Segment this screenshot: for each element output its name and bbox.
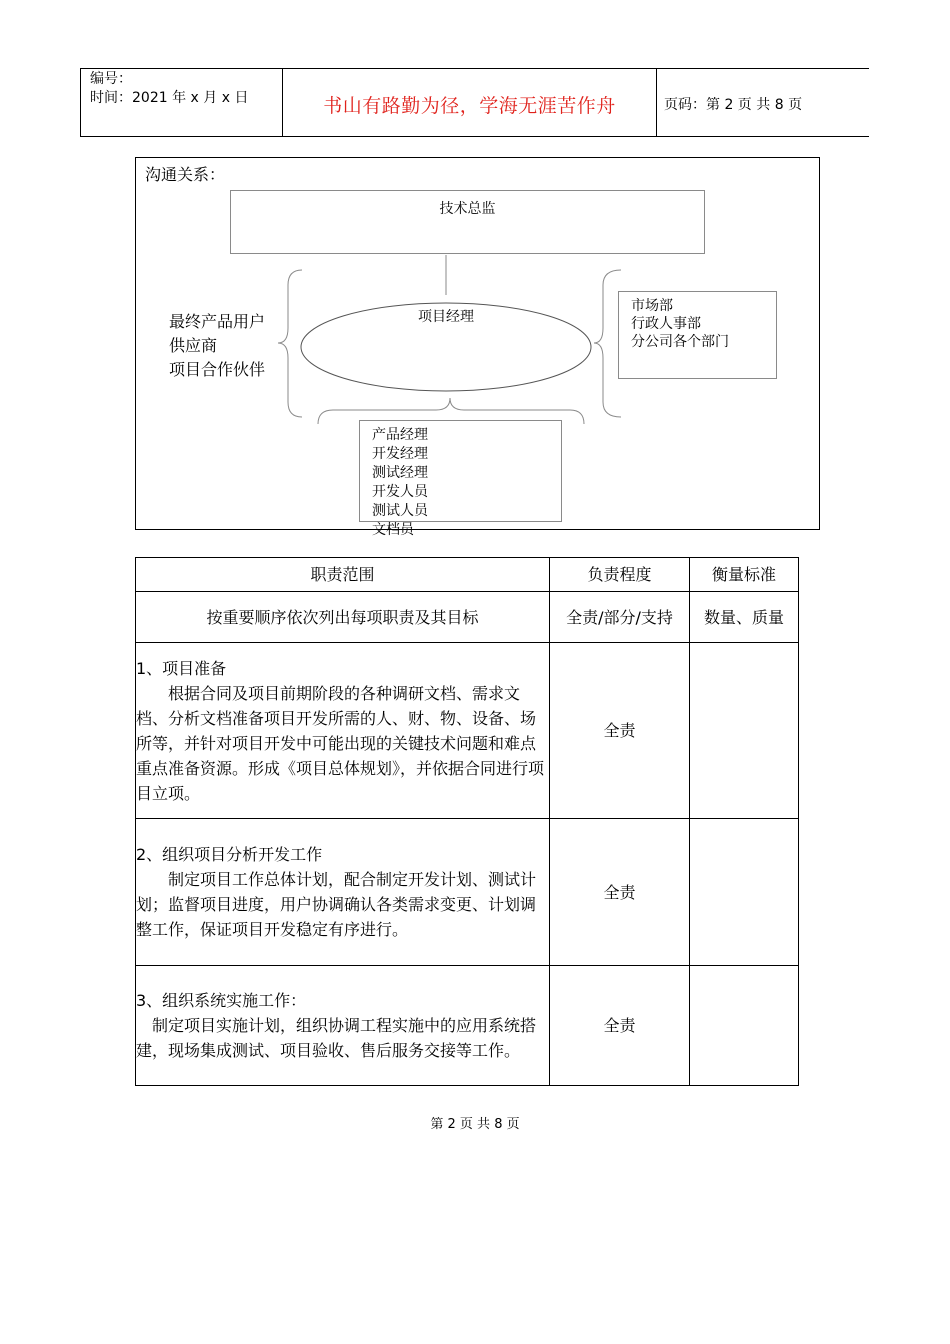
table-header-row bbox=[136, 558, 799, 592]
bottom-line: 产品经理 bbox=[372, 427, 428, 443]
duty-cell bbox=[136, 643, 550, 819]
communication-title: 沟通关系： bbox=[145, 165, 226, 184]
page-info: 页码：第 2 页 共 8 页 bbox=[664, 97, 803, 113]
duty-cell bbox=[136, 966, 550, 1086]
header-cell: 衡量标准 bbox=[690, 558, 799, 592]
header-cell: 负责程度 bbox=[550, 558, 690, 592]
degree-cell: 全责 bbox=[550, 966, 690, 1086]
duty-body: 制定项目工作总体计划，配合制定开发计划、测试计划；监督项目进度，用户协调确认各类需求变更、计划调整工作，保证项目开发稳定有序进行。 bbox=[136, 870, 537, 939]
right-line: 市场部 bbox=[631, 298, 673, 314]
header-cell: 职责范围 bbox=[136, 558, 550, 592]
left-line: 供应商 bbox=[169, 336, 218, 355]
page-header bbox=[80, 68, 869, 137]
duty-body: 根据合同及项目前期阶段的各种调研文档、需求文档、分析文档准备项目开发所需的人、财、物、设备、场所等，并针对项目开发中可能出现的关键技术问题和难点重点准备资源。形成《项目总体规划》，并依据合同进行项目立项。 bbox=[136, 683, 545, 803]
motto: 书山有路勤为径，学海无涯苦作舟 bbox=[323, 95, 616, 117]
center-label: 项目经理 bbox=[418, 309, 474, 325]
bottom-line: 文档员 bbox=[372, 522, 414, 538]
table-row bbox=[136, 966, 799, 1086]
subheader-cell: 全责/部分/支持 bbox=[550, 592, 690, 643]
right-box bbox=[618, 291, 777, 379]
header-motto-cell bbox=[282, 69, 657, 136]
standard-cell bbox=[690, 643, 799, 819]
header-meta-cell bbox=[80, 69, 283, 136]
duty-title: 2、组织项目分析开发工作 bbox=[136, 845, 323, 864]
bottom-line: 测试经理 bbox=[372, 465, 428, 481]
subheader-cell: 数量、质量 bbox=[690, 592, 799, 643]
right-line: 分公司各个部门 bbox=[631, 334, 729, 350]
bottom-line: 开发经理 bbox=[372, 446, 428, 462]
right-brace bbox=[594, 270, 621, 417]
date-line: 时间：2021 年 x 月 x 日 bbox=[90, 90, 249, 106]
table-subheader-row bbox=[136, 592, 799, 643]
left-line: 最终产品用户 bbox=[169, 312, 266, 331]
standard-cell bbox=[690, 819, 799, 966]
communication-diagram bbox=[135, 157, 820, 538]
degree-cell: 全责 bbox=[550, 643, 690, 819]
bottom-line: 开发人员 bbox=[372, 484, 428, 500]
bottom-group bbox=[372, 426, 428, 540]
left-line: 项目合作伙伴 bbox=[169, 360, 266, 379]
degree-cell: 全责 bbox=[550, 819, 690, 966]
left-group bbox=[169, 310, 265, 382]
duty-cell bbox=[136, 819, 550, 966]
table-row bbox=[136, 643, 799, 819]
duty-body: 制定项目实施计划，组织协调工程实施中的应用系统搭建，现场集成测试、项目验收、售后服务交接等工作。 bbox=[136, 1016, 537, 1060]
right-line: 行政人事部 bbox=[631, 316, 701, 332]
subheader-cell: 按重要顺序依次列出每项职责及其目标 bbox=[136, 592, 550, 643]
bottom-line: 测试人员 bbox=[372, 503, 428, 519]
top-box-label: 技术总监 bbox=[439, 201, 496, 217]
duty-title: 3、组织系统实施工作： bbox=[136, 991, 307, 1010]
page-footer: 第 2 页 共 8 页 bbox=[430, 1117, 520, 1132]
standard-cell bbox=[690, 966, 799, 1086]
left-brace bbox=[278, 270, 302, 417]
header-page-cell bbox=[656, 69, 869, 136]
duty-table bbox=[135, 557, 799, 1086]
duty-title: 1、项目准备 bbox=[136, 658, 227, 678]
table-row bbox=[136, 819, 799, 966]
number-label: 编号： bbox=[90, 71, 132, 87]
